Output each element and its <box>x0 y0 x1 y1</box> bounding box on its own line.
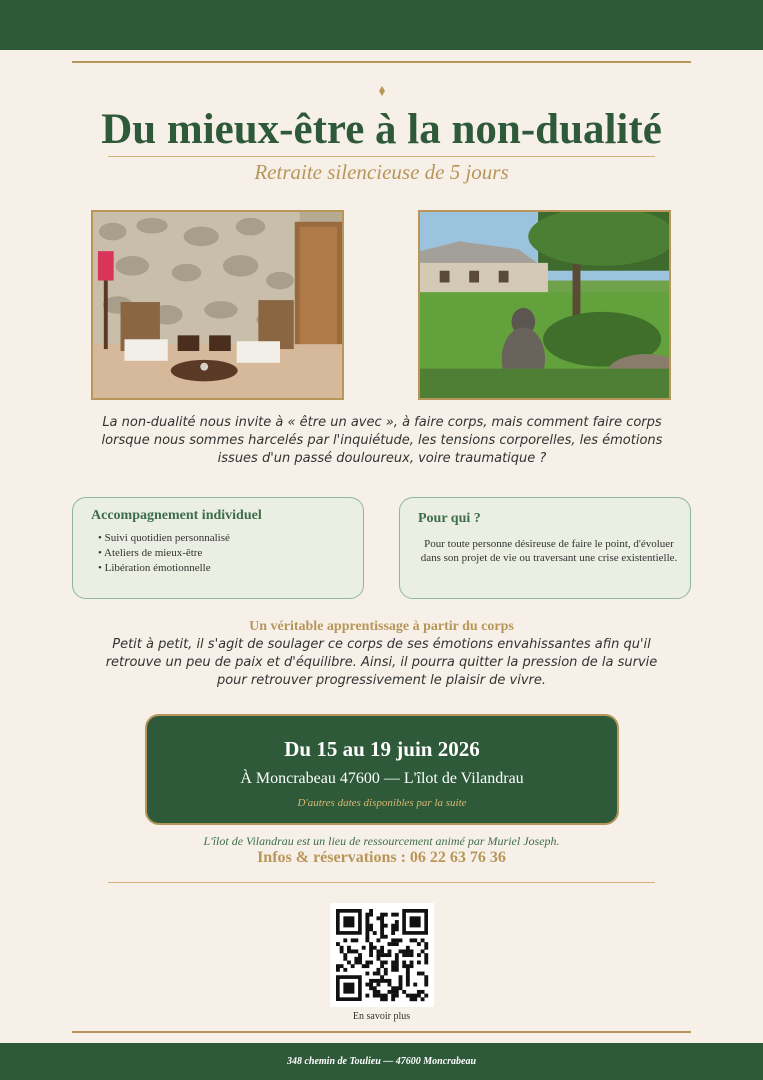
page-title: Du mieux-être à la non-dualité <box>101 106 662 153</box>
qr-caption: En savoir plus <box>352 1011 411 1022</box>
individual-support-card <box>72 497 364 599</box>
diamond-ornament-icon <box>379 86 385 96</box>
event-dates: Du 15 au 19 juin 2026 <box>284 737 480 761</box>
list-item: • Libération émotionnelle <box>98 562 211 574</box>
card-text: Pour toute personne désireuse de faire le point, d'évoluer dans son projet de vie ou traversant une crise existentielle. <box>420 538 678 564</box>
qr-code[interactable] <box>330 903 434 1007</box>
intro-text: La non-dualité nous invite à « être un avec », à faire corps, mais comment faire corps lorsque nous sommes harcelés par l'inquiétude, les tensions corporelles, les émotions issues d'un passé douloureux, voire traumatique ? <box>101 415 663 466</box>
contact-info[interactable]: Infos & réservations : 06 22 63 76 36 <box>257 849 506 866</box>
support-list <box>91 531 345 576</box>
host-info: L'îlot de Vilandrau est un lieu de ressourcement animé par Muriel Joseph. <box>203 834 560 848</box>
bottom-divider <box>72 1031 691 1033</box>
top-banner <box>0 0 763 50</box>
footer-bar <box>0 1043 763 1080</box>
card-title: Accompagnement individuel <box>91 508 262 523</box>
top-divider <box>72 61 691 63</box>
list-item: • Suivi quotidien personnalisé <box>98 532 230 544</box>
title-underline <box>108 156 655 157</box>
card-title: Pour qui ? <box>418 511 481 526</box>
list-item: • Ateliers de mieux-être <box>98 547 203 559</box>
event-box <box>145 714 619 825</box>
event-more-dates: D'autres dates disponibles par la suite <box>297 797 467 809</box>
section-heading: Un véritable apprentissage à partir du corps <box>249 619 514 634</box>
interior-photo <box>91 210 344 400</box>
contact-divider <box>108 882 655 883</box>
who-for-card <box>399 497 691 599</box>
footer-address: 348 chemin de Toulieu — 47600 Moncrabeau <box>286 1056 477 1067</box>
page-subtitle: Retraite silencieuse de 5 jours <box>254 160 509 184</box>
garden-photo <box>418 210 671 400</box>
event-place: À Moncrabeau 47600 — L'îlot de Vilandrau <box>240 770 524 787</box>
section-body: Petit à petit, il s'agit de soulager ce corps de ses émotions envahissantes afin qu'il retrouve un peu de paix et d'équilibre. Ainsi, il pourra quitter la pression de la survie pour retrouver progressivement le plaisir de vivre. <box>105 637 658 688</box>
